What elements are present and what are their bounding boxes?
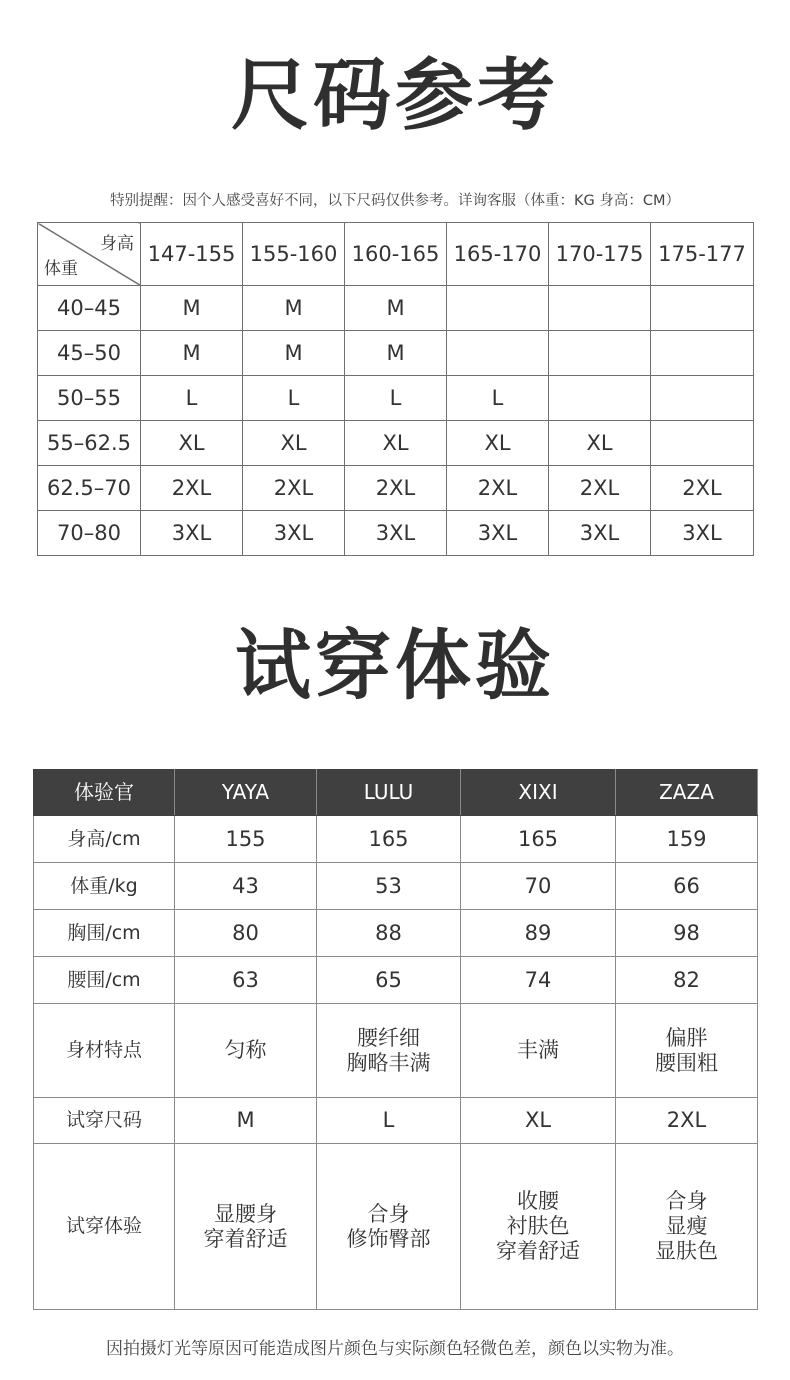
size-row	[38, 511, 754, 556]
trial-cell: 匀称	[175, 1004, 317, 1098]
size-cell: M	[141, 331, 243, 376]
size-row	[38, 421, 754, 466]
height-header: 147-155	[141, 223, 243, 286]
size-cell: 2XL	[651, 466, 754, 511]
size-row	[38, 286, 754, 331]
height-header: 175-177	[651, 223, 754, 286]
size-cell: XL	[549, 421, 651, 466]
trial-cell: 155	[175, 816, 317, 863]
size-cell	[651, 331, 754, 376]
height-header: 155-160	[243, 223, 345, 286]
trial-cell: 165	[317, 816, 461, 863]
size-cell: 2XL	[243, 466, 345, 511]
trial-header-row	[34, 770, 758, 816]
trial-row-label: 体重/kg	[34, 863, 175, 910]
trial-cell: 2XL	[616, 1098, 758, 1144]
trial-header-cell: XIXI	[461, 770, 616, 816]
trial-row	[34, 957, 758, 1004]
size-cell: M	[345, 331, 447, 376]
color-disclaimer: 因拍摄灯光等原因可能造成图片颜色与实际颜色轻微色差，颜色以实物为准。	[106, 1339, 684, 1359]
weight-label: 70–80	[38, 511, 141, 556]
height-header: 160-165	[345, 223, 447, 286]
weight-label: 50–55	[38, 376, 141, 421]
trial-cell: 合身 修饰臀部	[317, 1144, 461, 1310]
trial-row	[34, 1098, 758, 1144]
size-cell: 2XL	[447, 466, 549, 511]
size-cell: 2XL	[141, 466, 243, 511]
size-cell: L	[345, 376, 447, 421]
trial-cell: M	[175, 1098, 317, 1144]
trial-cell: 66	[616, 863, 758, 910]
trial-cell: 偏胖 腰围粗	[616, 1004, 758, 1098]
size-chart-table	[37, 222, 754, 556]
size-cell	[549, 331, 651, 376]
size-cell: 2XL	[345, 466, 447, 511]
size-row	[38, 376, 754, 421]
trial-cell: 74	[461, 957, 616, 1004]
trial-row-label: 试穿体验	[34, 1144, 175, 1310]
corner-height-label: 身高	[100, 234, 134, 254]
weight-label: 62.5–70	[38, 466, 141, 511]
trial-row	[34, 863, 758, 910]
size-reference-title: 尺码参考	[230, 51, 559, 141]
trial-cell: XL	[461, 1098, 616, 1144]
corner-weight-label: 体重	[44, 259, 78, 279]
size-cell: XL	[447, 421, 549, 466]
size-cell: M	[141, 286, 243, 331]
size-cell	[651, 376, 754, 421]
trial-row	[34, 1004, 758, 1098]
trial-cell: 43	[175, 863, 317, 910]
size-cell	[549, 286, 651, 331]
trial-cell: 80	[175, 910, 317, 957]
trial-cell: 显腰身 穿着舒适	[175, 1144, 317, 1310]
size-cell	[549, 376, 651, 421]
trial-header-cell: 体验官	[34, 770, 175, 816]
trial-cell: 89	[461, 910, 616, 957]
trial-row	[34, 816, 758, 863]
trial-cell: 165	[461, 816, 616, 863]
trial-header-cell: YAYA	[175, 770, 317, 816]
trial-header-cell: ZAZA	[616, 770, 758, 816]
size-cell: L	[447, 376, 549, 421]
trial-row-label: 身高/cm	[34, 816, 175, 863]
size-cell: M	[345, 286, 447, 331]
trial-cell: 合身 显瘦 显肤色	[616, 1144, 758, 1310]
trial-row-label: 腰围/cm	[34, 957, 175, 1004]
size-cell	[651, 286, 754, 331]
trial-cell: 70	[461, 863, 616, 910]
size-cell: 3XL	[447, 511, 549, 556]
trial-cell: 腰纤细 胸略丰满	[317, 1004, 461, 1098]
size-row	[38, 331, 754, 376]
size-cell: 2XL	[549, 466, 651, 511]
weight-label: 45–50	[38, 331, 141, 376]
trial-cell: 53	[317, 863, 461, 910]
height-header: 165-170	[447, 223, 549, 286]
size-cell: 3XL	[243, 511, 345, 556]
trial-row	[34, 1144, 758, 1310]
trial-cell: 159	[616, 816, 758, 863]
trial-experience-title: 试穿体验	[235, 621, 555, 710]
height-header: 170-175	[549, 223, 651, 286]
size-cell: XL	[243, 421, 345, 466]
size-cell: L	[141, 376, 243, 421]
size-cell: L	[243, 376, 345, 421]
size-cell: M	[243, 331, 345, 376]
trial-cell: 88	[317, 910, 461, 957]
trial-row-label: 试穿尺码	[34, 1098, 175, 1144]
trial-cell: 收腰 衬肤色 穿着舒适	[461, 1144, 616, 1310]
size-cell	[447, 331, 549, 376]
size-cell: 3XL	[141, 511, 243, 556]
size-cell: XL	[141, 421, 243, 466]
size-header-row	[38, 223, 754, 286]
size-cell	[651, 421, 754, 466]
corner-cell	[38, 223, 141, 286]
trial-row-label: 胸围/cm	[34, 910, 175, 957]
trial-cell: 65	[317, 957, 461, 1004]
weight-label: 55–62.5	[38, 421, 141, 466]
trial-cell: 丰满	[461, 1004, 616, 1098]
trial-table	[33, 769, 758, 1310]
trial-cell: 63	[175, 957, 317, 1004]
trial-row-label: 身材特点	[34, 1004, 175, 1098]
size-cell: 3XL	[651, 511, 754, 556]
size-cell	[447, 286, 549, 331]
size-cell: 3XL	[345, 511, 447, 556]
size-row	[38, 466, 754, 511]
trial-header-cell: LULU	[317, 770, 461, 816]
size-note: 特别提醒：因个人感受喜好不同，以下尺码仅供参考。详询客服（体重：KG 身高：CM）	[110, 193, 680, 209]
weight-label: 40–45	[38, 286, 141, 331]
trial-cell: 82	[616, 957, 758, 1004]
trial-cell: 98	[616, 910, 758, 957]
trial-row	[34, 910, 758, 957]
size-cell: XL	[345, 421, 447, 466]
trial-cell: L	[317, 1098, 461, 1144]
size-cell: M	[243, 286, 345, 331]
size-cell: 3XL	[549, 511, 651, 556]
